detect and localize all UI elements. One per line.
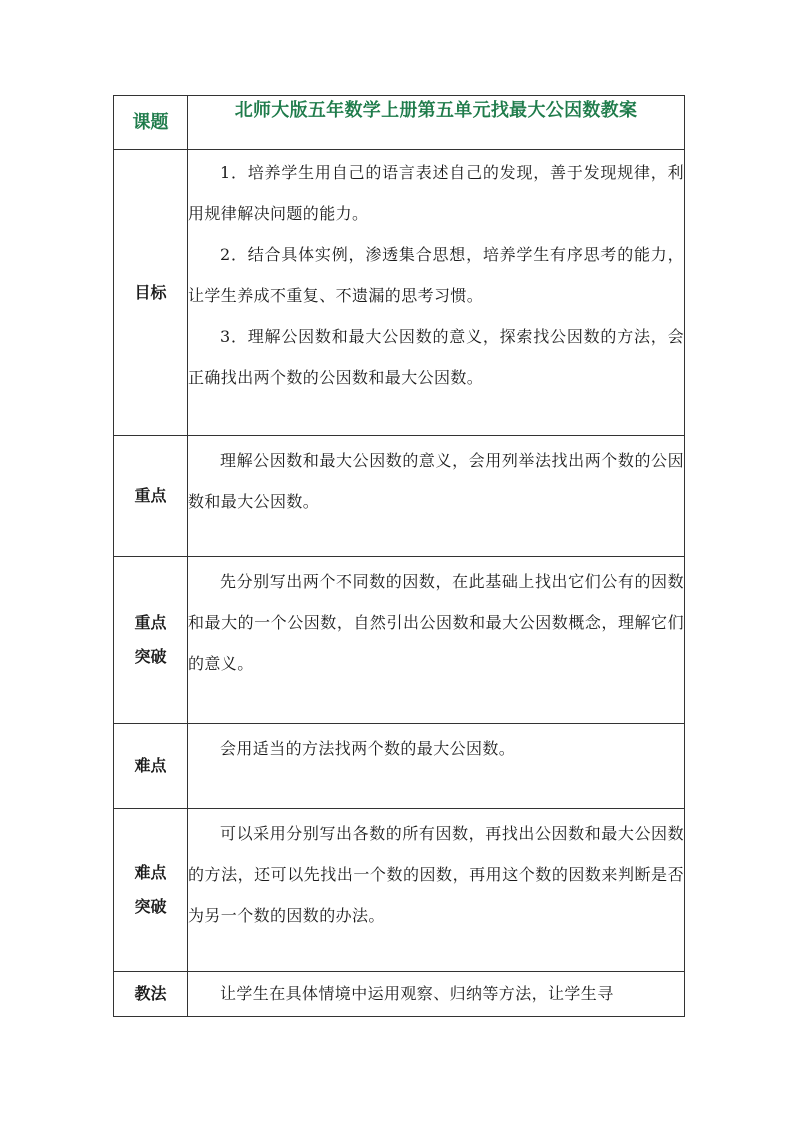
teaching-method-row bbox=[114, 972, 685, 1017]
difficulty-breakthrough-label-line-1: 难点 bbox=[134, 863, 167, 882]
key-point-content bbox=[188, 436, 685, 557]
title-row bbox=[114, 96, 685, 150]
difficulty-breakthrough-label-line-2: 突破 bbox=[134, 897, 167, 916]
difficulty-breakthrough-label bbox=[114, 809, 188, 972]
title-row-label: 课题 bbox=[114, 96, 188, 150]
difficulty-row bbox=[114, 724, 685, 809]
lesson-plan-table bbox=[113, 95, 685, 1017]
objective-paragraph-3: 3．理解公因数和最大公因数的意义，探索找公因数的方法，会正确找出两个数的公因数和最大公因数。 bbox=[188, 327, 684, 387]
key-breakthrough-content bbox=[188, 557, 685, 724]
key-point-paragraph: 理解公因数和最大公因数的意义，会用列举法找出两个数的公因数和最大公因数。 bbox=[188, 451, 684, 511]
difficulty-breakthrough-row bbox=[114, 809, 685, 972]
teaching-method-paragraph: 让学生在具体情境中运用观察、归纳等方法，让学生寻 bbox=[220, 984, 614, 1003]
teaching-method-label-text: 教法 bbox=[134, 984, 167, 1003]
objectives-label bbox=[114, 150, 188, 436]
difficulty-breakthrough-paragraph: 可以采用分别写出各数的所有因数，再找出公因数和最大公因数的方法，还可以先找出一个数的因数，再用这个数的因数来判断是否为另一个数的因数的办法。 bbox=[188, 824, 684, 925]
objective-paragraph-1: 1．培养学生用自己的语言表述自己的发现，善于发现规律，利用规律解决问题的能力。 bbox=[188, 163, 684, 223]
difficulty-content bbox=[188, 724, 685, 809]
objectives-content bbox=[188, 150, 685, 436]
key-breakthrough-row bbox=[114, 557, 685, 724]
key-point-row bbox=[114, 436, 685, 557]
objectives-label-text: 目标 bbox=[134, 282, 167, 302]
key-breakthrough-label-line-1: 重点 bbox=[134, 613, 167, 632]
key-breakthrough-label-line-2: 突破 bbox=[134, 647, 167, 666]
key-breakthrough-paragraph: 先分别写出两个不同数的因数，在此基础上找出它们公有的因数和最大的一个公因数，自然引出公因数和最大公因数概念，理解它们的意义。 bbox=[188, 572, 684, 673]
difficulty-paragraph: 会用适当的方法找两个数的最大公因数。 bbox=[220, 739, 516, 758]
key-point-label-text: 重点 bbox=[134, 486, 167, 505]
difficulty-breakthrough-content bbox=[188, 809, 685, 972]
lesson-title: 北师大版五年数学上册第五单元找最大公因数教案 bbox=[188, 96, 685, 150]
difficulty-label-text: 难点 bbox=[134, 756, 167, 775]
objective-paragraph-2: 2．结合具体实例，渗透集合思想，培养学生有序思考的能力，让学生养成不重复、不遗漏的思考习惯。 bbox=[188, 245, 684, 305]
teaching-method-label bbox=[114, 972, 188, 1017]
difficulty-label bbox=[114, 724, 188, 809]
teaching-method-content bbox=[188, 972, 685, 1017]
key-breakthrough-label bbox=[114, 557, 188, 724]
key-point-label bbox=[114, 436, 188, 557]
objectives-row bbox=[114, 150, 685, 436]
